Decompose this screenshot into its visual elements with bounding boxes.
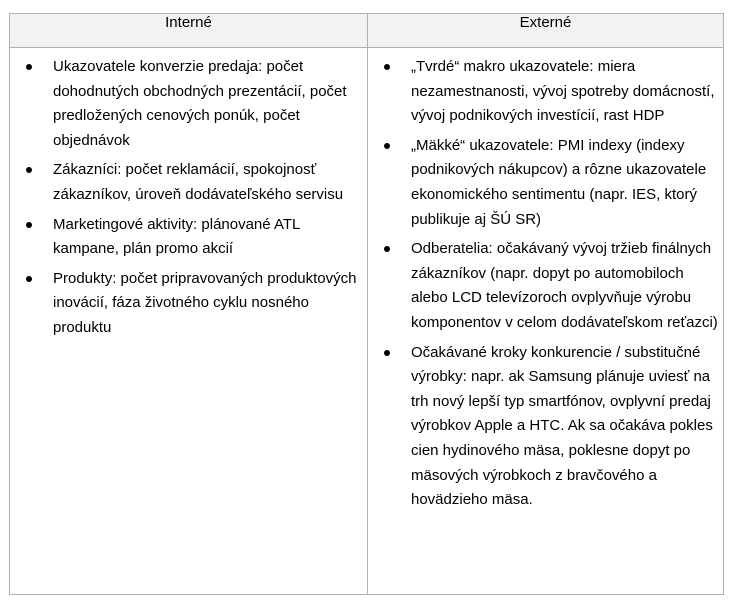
bullet-icon: [26, 276, 32, 282]
table-header-row: [10, 14, 724, 48]
list-item: [10, 55, 367, 153]
external-cell: [368, 48, 724, 595]
indicators-table: [9, 13, 724, 595]
internal-item-text: Ukazovatele konverzie predaja: počet dohodnutých obchodných prezentácií, počet predložených cenových ponúk, počet objednávok: [53, 58, 347, 149]
external-item-text: Očakávané kroky konkurencie / substitučné výrobky: napr. ak Samsung plánuje uviesť na trh nový lepší typ smartfónov, ovplyvní predaj výrobkov Apple a HTC. Ak sa očakáva pokles cien hydinového mäsa, poklesne dopyt po mäsových výrobkoch z bravčového a hovädzieho mäsa.: [411, 343, 713, 509]
list-item: [10, 158, 367, 207]
list-item: [10, 213, 367, 262]
internal-cell: [10, 48, 368, 595]
list-item: [368, 134, 723, 232]
list-item: [10, 267, 367, 341]
external-list: [368, 48, 723, 513]
bullet-icon: [384, 350, 390, 356]
internal-item-text: Marketingové aktivity: plánované ATL kampane, plán promo akcií: [53, 215, 300, 258]
table-body-row: [10, 48, 724, 595]
header-internal: Interné: [10, 14, 368, 48]
bullet-icon: [384, 143, 390, 149]
list-item: [368, 341, 723, 513]
list-item: [368, 55, 723, 129]
list-item: [368, 237, 723, 335]
bullet-icon: [26, 64, 32, 70]
bullet-icon: [384, 246, 390, 252]
bullet-icon: [26, 167, 32, 173]
bullet-icon: [384, 64, 390, 70]
external-item-text: „Mäkké“ ukazovatele: PMI indexy (indexy podnikových nákupcov) a rôzne ukazovatele ekonomického sentimentu (napr. IES, ktorý publikuje aj ŠÚ SR): [411, 136, 707, 228]
header-external: Externé: [368, 14, 724, 48]
bullet-icon: [26, 222, 32, 228]
external-item-text: Odberatelia: očakávaný vývoj tržieb finálnych zákazníkov (napr. dopyt po automobiloch alebo LCD televízoroch ovplyvňuje výrobu komponentov v celom dodávateľskom reťazci): [411, 240, 718, 331]
internal-item-text: Produkty: počet pripravovaných produktových inovácií, fáza životného cyklu nosného produktu: [53, 269, 357, 336]
internal-list: [10, 48, 367, 341]
external-item-text: „Tvrdé“ makro ukazovatele: miera nezamestnanosti, vývoj spotreby domácností, vývoj podnikových investícií, rast HDP: [411, 58, 715, 125]
internal-item-text: Zákazníci: počet reklamácií, spokojnosť zákazníkov, úroveň dodávateľského servisu: [53, 161, 344, 203]
